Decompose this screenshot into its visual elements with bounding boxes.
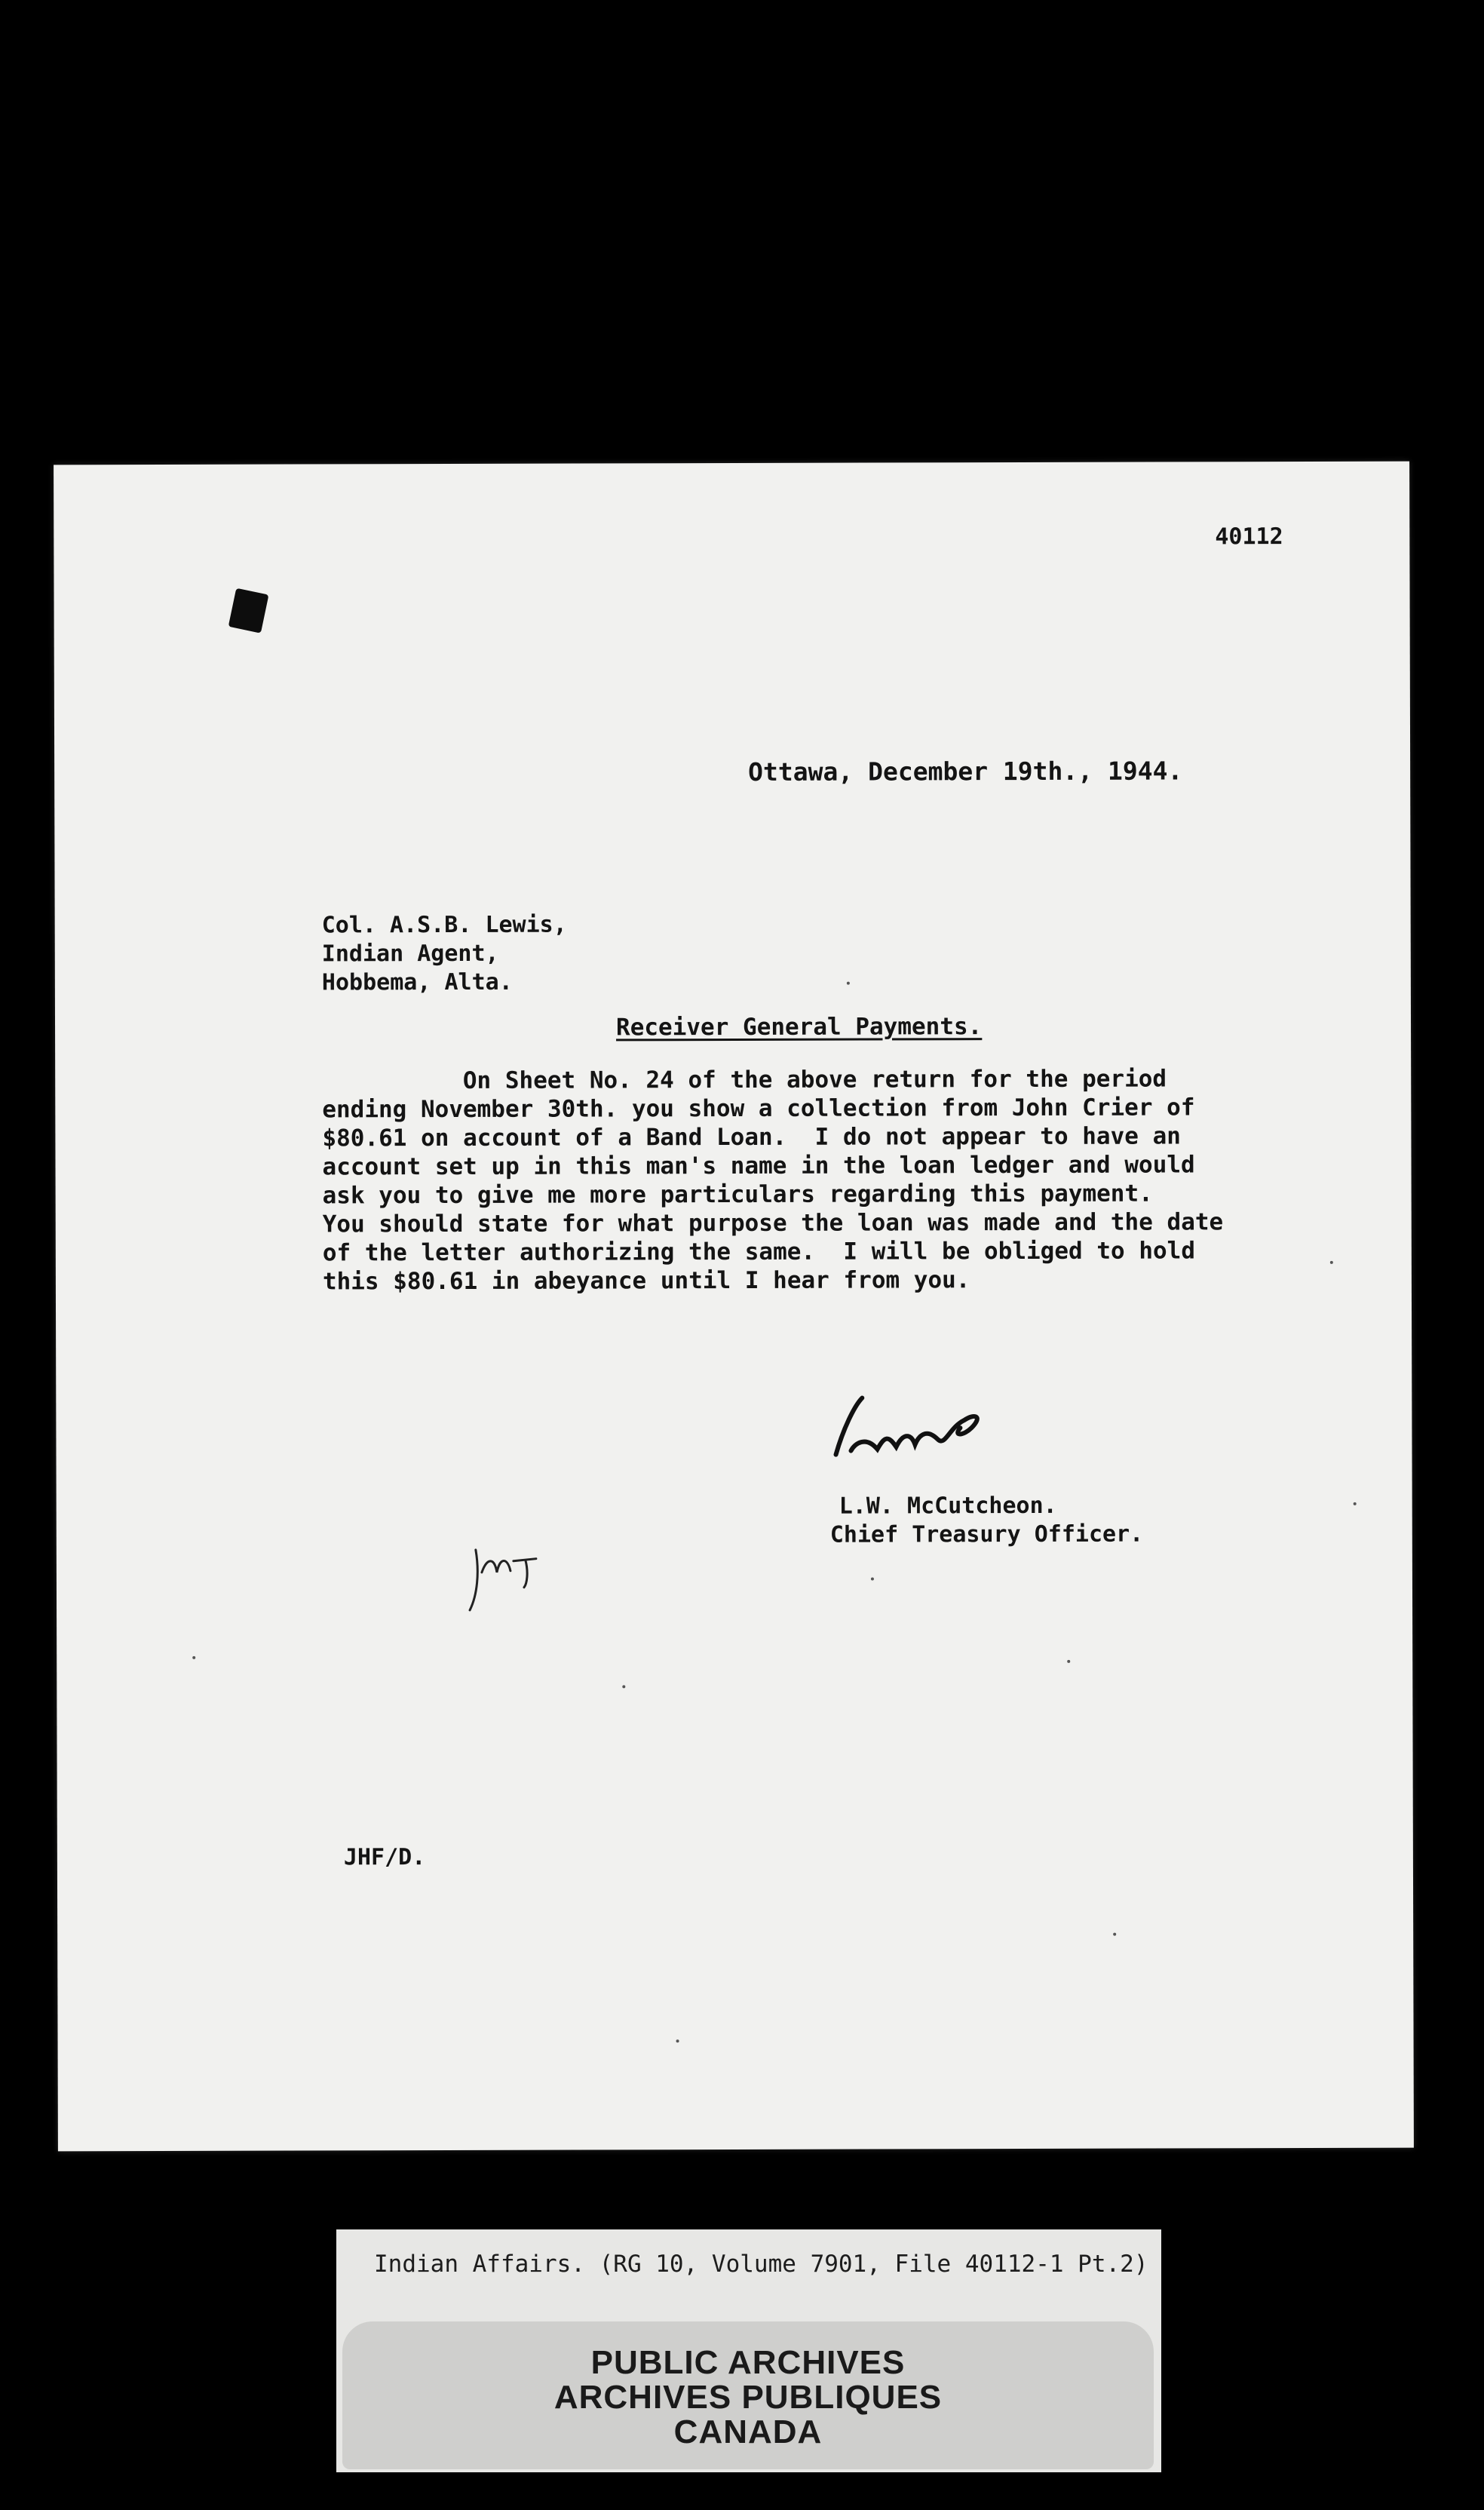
paper-speck bbox=[871, 1578, 874, 1581]
paper-speck bbox=[847, 982, 850, 985]
body-line: On Sheet No. 24 of the above return for the period bbox=[322, 1065, 1167, 1095]
body-line: ending November 30th. you show a collection from John Crier of bbox=[322, 1094, 1195, 1124]
stamp-line-english: PUBLIC ARCHIVES bbox=[590, 2344, 906, 2381]
paper-speck bbox=[1330, 1261, 1333, 1264]
handwritten-initials bbox=[461, 1527, 559, 1618]
file-number: 40112 bbox=[1215, 523, 1283, 551]
paper-speck bbox=[622, 1685, 625, 1688]
reference-initials: JHF/D. bbox=[343, 1844, 426, 1871]
archive-citation: Indian Affairs. (RG 10, Volume 7901, File 40112-1 Pt.2) bbox=[374, 2251, 1148, 2278]
addressee-name: Col. A.S.B. Lewis, bbox=[321, 911, 567, 939]
body-line: You should state for what purpose the loan was made and the date bbox=[322, 1208, 1224, 1238]
signatory-name: L.W. McCutcheon. bbox=[839, 1492, 1057, 1520]
subject-heading: Receiver General Payments. bbox=[615, 1013, 983, 1042]
body-line: of the letter authorizing the same. I will be obliged to hold bbox=[322, 1237, 1196, 1267]
body-line: $80.61 on account of a Band Loan. I do not appear to have an bbox=[322, 1122, 1181, 1152]
archive-label bbox=[336, 2229, 1161, 2472]
stamp-line-french: ARCHIVES PUBLIQUES bbox=[553, 2379, 943, 2416]
punch-hole-mark bbox=[228, 588, 269, 634]
handwritten-signature bbox=[820, 1382, 1047, 1474]
body-line: this $80.61 in abeyance until I hear from you. bbox=[322, 1266, 970, 1296]
body-line: account set up in this man's name in the loan ledger and would bbox=[322, 1151, 1195, 1181]
dateline: Ottawa, December 19th., 1944. bbox=[748, 756, 1183, 787]
stamp-line-country: CANADA bbox=[673, 2413, 823, 2450]
paper-speck bbox=[1354, 1502, 1357, 1505]
paper-speck bbox=[676, 2039, 679, 2042]
paper-speck bbox=[1067, 1660, 1070, 1663]
paper-speck bbox=[192, 1656, 195, 1659]
body-line: ask you to give me more particulars regarding this payment. bbox=[322, 1180, 1153, 1210]
signatory-title: Chief Treasury Officer. bbox=[829, 1520, 1144, 1548]
archives-stamp bbox=[342, 2321, 1154, 2469]
addressee-location: Hobbema, Alta. bbox=[321, 968, 513, 996]
letter-page bbox=[54, 462, 1414, 2152]
addressee-title: Indian Agent, bbox=[321, 940, 499, 968]
paper-speck bbox=[1113, 1933, 1116, 1936]
